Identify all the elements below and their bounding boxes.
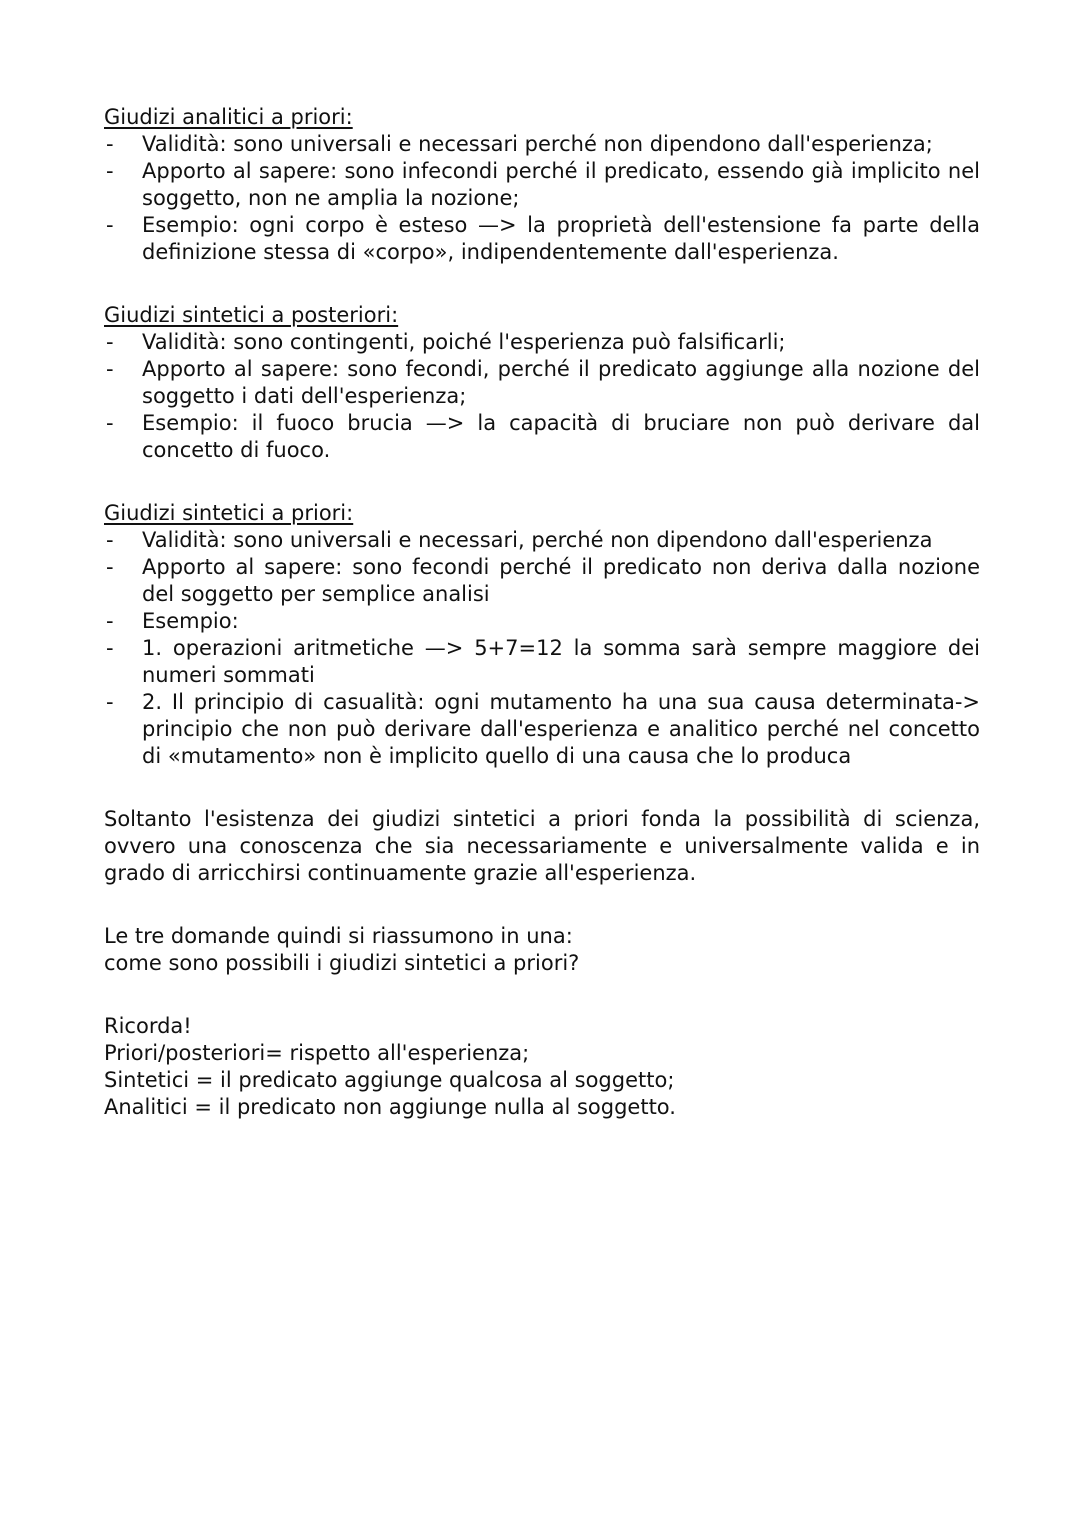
section-sintetici-a-posteriori <box>104 302 980 464</box>
list-item: - Esempio: il fuoco brucia —> la capacità di bruciare non può derivare dal concetto di fuoco. <box>104 410 980 464</box>
reminder-line: Analitici = il predicato non aggiunge nulla al soggetto. <box>104 1095 676 1119</box>
reminder-title: Ricorda! <box>104 1014 192 1038</box>
list-item: - Validità: sono universali e necessari perché non dipendono dall'esperienza; <box>104 131 980 158</box>
section-heading: Giudizi analitici a priori: <box>104 105 353 129</box>
list-item: - 1. operazioni aritmetiche —> 5+7=12 la somma sarà sempre maggiore dei numeri sommati <box>104 635 980 689</box>
questions-line: come sono possibili i giudizi sintetici a priori? <box>104 951 580 975</box>
reminder-block <box>104 1013 980 1121</box>
questions-block <box>104 923 980 977</box>
section-heading: Giudizi sintetici a posteriori: <box>104 303 399 327</box>
list-item: - Apporto al sapere: sono fecondi perché il predicato non deriva dalla nozione del soggetto per semplice analisi <box>104 554 980 608</box>
list-item: - Esempio: ogni corpo è esteso —> la proprietà dell'estensione fa parte della definizione stessa di «corpo», indipendentemente dall'esperienza. <box>104 212 980 266</box>
section-heading: Giudizi sintetici a priori: <box>104 501 354 525</box>
reminder-line: Priori/posteriori= rispetto all'esperienza; <box>104 1041 530 1065</box>
section-analitici-a-priori <box>104 104 980 266</box>
notes-page <box>104 104 980 1157</box>
questions-line: Le tre domande quindi si riassumono in una: <box>104 924 573 948</box>
bullet-list <box>104 527 980 770</box>
list-item: - Validità: sono contingenti, poiché l'esperienza può falsificarli; <box>104 329 980 356</box>
bullet-list <box>104 329 980 464</box>
list-item: - Validità: sono universali e necessari, perché non dipendono dall'esperienza <box>104 527 980 554</box>
list-item: - Esempio: <box>104 608 980 635</box>
reminder-line: Sintetici = il predicato aggiunge qualcosa al soggetto; <box>104 1068 675 1092</box>
list-item: - Apporto al sapere: sono fecondi, perché il predicato aggiunge alla nozione del soggetto i dati dell'esperienza; <box>104 356 980 410</box>
list-item: - 2. Il principio di casualità: ogni mutamento ha una sua causa determinata-> principio che non può derivare dall'esperienza e analitico perché nel concetto di «mutamento» non è implicito quello di una causa che lo produca <box>104 689 980 770</box>
bullet-list <box>104 131 980 266</box>
list-item: - Apporto al sapere: sono infecondi perché il predicato, essendo già implicito nel soggetto, non ne amplia la nozione; <box>104 158 980 212</box>
conclusion-paragraph: Soltanto l'esistenza dei giudizi sintetici a priori fonda la possibilità di scienza, ovvero una conoscenza che sia necessariamente e universalmente valida e in grado di arricchirsi continuamente grazie all'esperienza. <box>104 807 980 885</box>
section-sintetici-a-priori <box>104 500 980 770</box>
